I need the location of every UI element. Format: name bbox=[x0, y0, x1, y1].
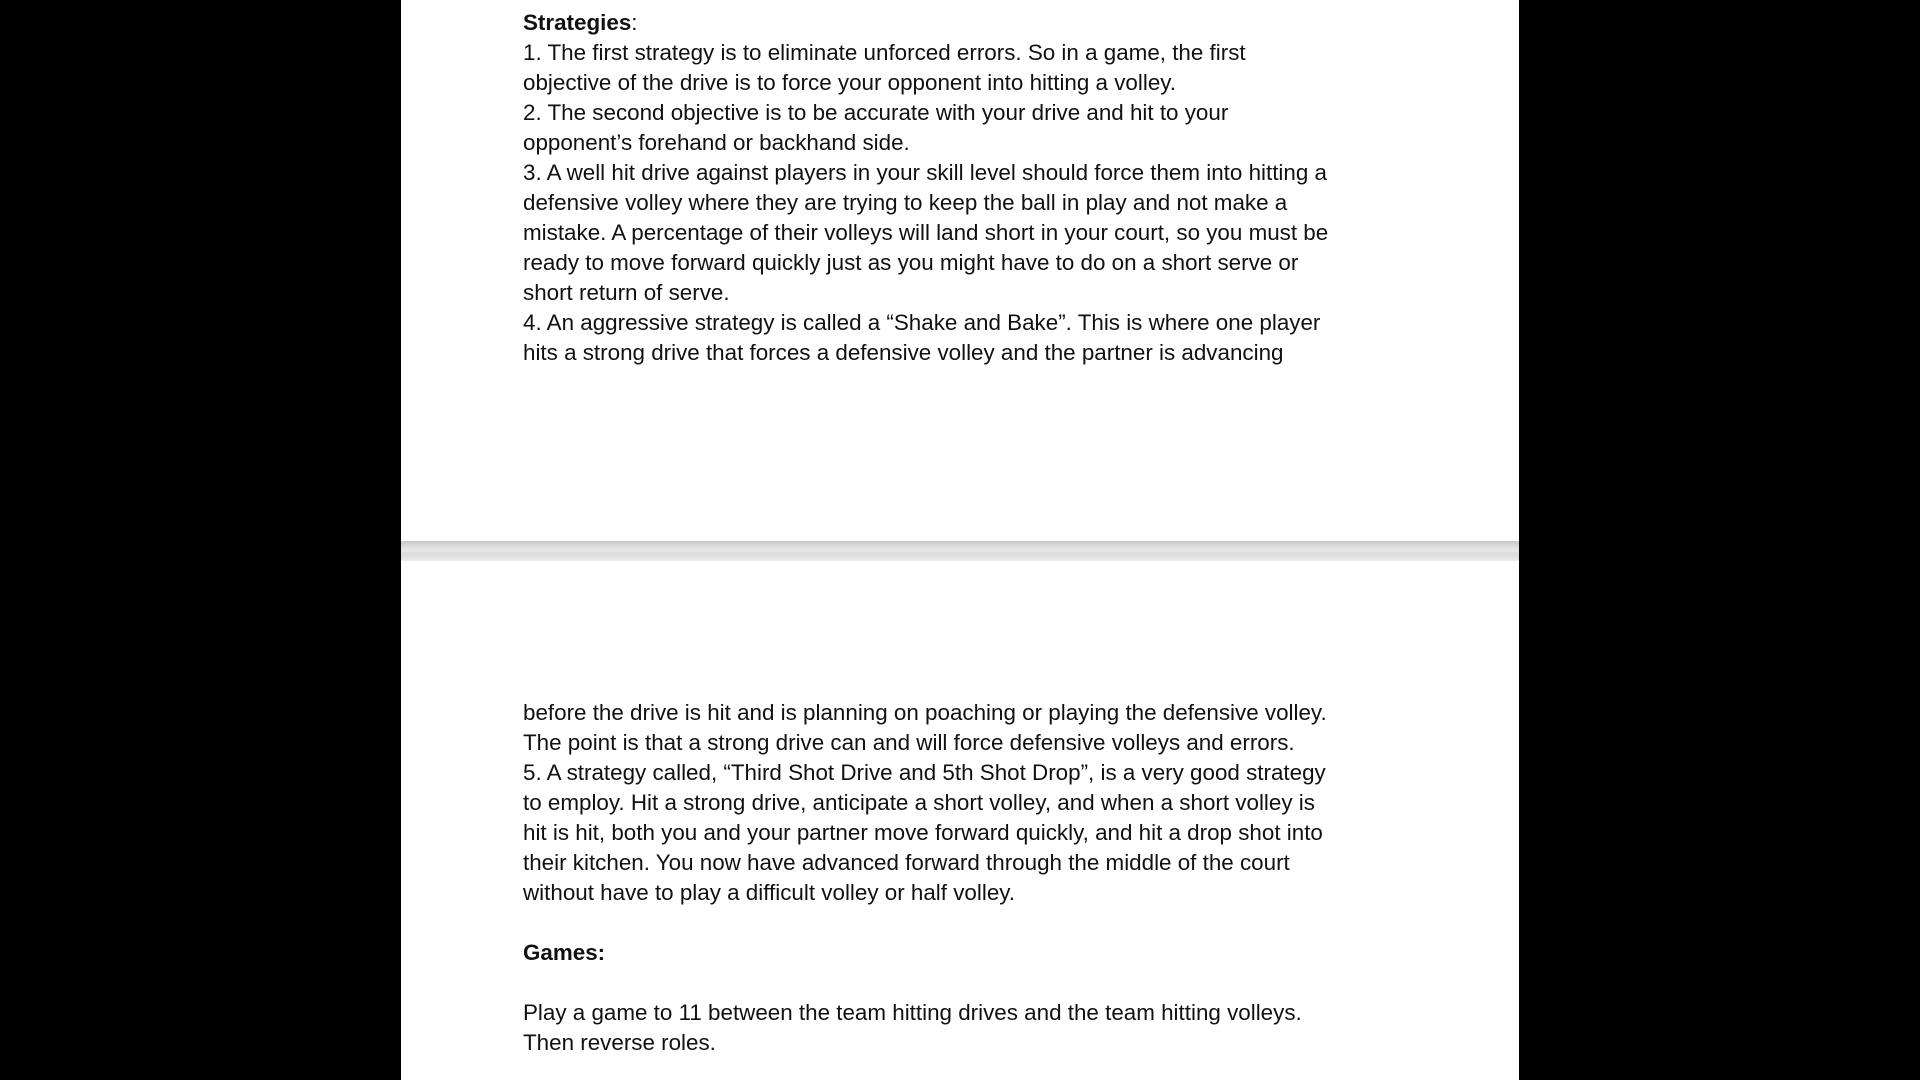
strategies-heading-colon: : bbox=[631, 10, 638, 35]
text-line: hits a strong drive that forces a defensive volley and the partner is advancing bbox=[523, 340, 1284, 365]
paragraph-spacer bbox=[523, 968, 1413, 998]
text-line: 2. The second objective is to be accurate with your drive and hit to your bbox=[523, 100, 1229, 125]
text-line: Play a game to 11 between the team hitting drives and the team hitting volleys. bbox=[523, 1000, 1302, 1025]
text-line: Then reverse roles. bbox=[523, 1030, 716, 1055]
text-line: before the drive is hit and is planning on poaching or playing the defensive volley. bbox=[523, 700, 1327, 725]
paragraph-spacer bbox=[523, 908, 1413, 938]
page-1-text bbox=[523, 8, 1413, 368]
text-line: The point is that a strong drive can and will force defensive volleys and errors. bbox=[523, 730, 1295, 755]
text-line: short return of serve. bbox=[523, 280, 730, 305]
text-line: to employ. Hit a strong drive, anticipate a short volley, and when a short volley is bbox=[523, 790, 1315, 815]
text-line: defensive volley where they are trying to keep the ball in play and not make a bbox=[523, 190, 1288, 215]
text-line: objective of the drive is to force your opponent into hitting a volley. bbox=[523, 70, 1177, 95]
strategies-heading-line bbox=[523, 8, 1413, 38]
text-line: 1. The first strategy is to eliminate unforced errors. So in a game, the first bbox=[523, 40, 1246, 65]
text-line: 3. A well hit drive against players in your skill level should force them into hitting a bbox=[523, 160, 1327, 185]
text-line: 4. An aggressive strategy is called a “Shake and Bake”. This is where one player bbox=[523, 310, 1321, 335]
text-line: without have to play a difficult volley or half volley. bbox=[523, 880, 1016, 905]
text-line: their kitchen. You now have advanced forward through the middle of the court bbox=[523, 850, 1290, 875]
document-page-2 bbox=[401, 561, 1519, 1080]
text-line: mistake. A percentage of their volleys will land short in your court, so you must be bbox=[523, 220, 1329, 245]
text-line: opponent’s forehand or backhand side. bbox=[523, 130, 910, 155]
page-separator bbox=[401, 541, 1519, 561]
text-line: ready to move forward quickly just as you might have to do on a short serve or bbox=[523, 250, 1299, 275]
games-heading: Games: bbox=[523, 940, 606, 965]
page-2-text bbox=[523, 698, 1413, 1058]
document-page-1 bbox=[401, 0, 1519, 541]
text-line: hit is hit, both you and your partner move forward quickly, and hit a drop shot into bbox=[523, 820, 1323, 845]
text-line: 5. A strategy called, “Third Shot Drive and 5th Shot Drop”, is a very good strategy bbox=[523, 760, 1326, 785]
strategies-heading: Strategies bbox=[523, 10, 632, 35]
